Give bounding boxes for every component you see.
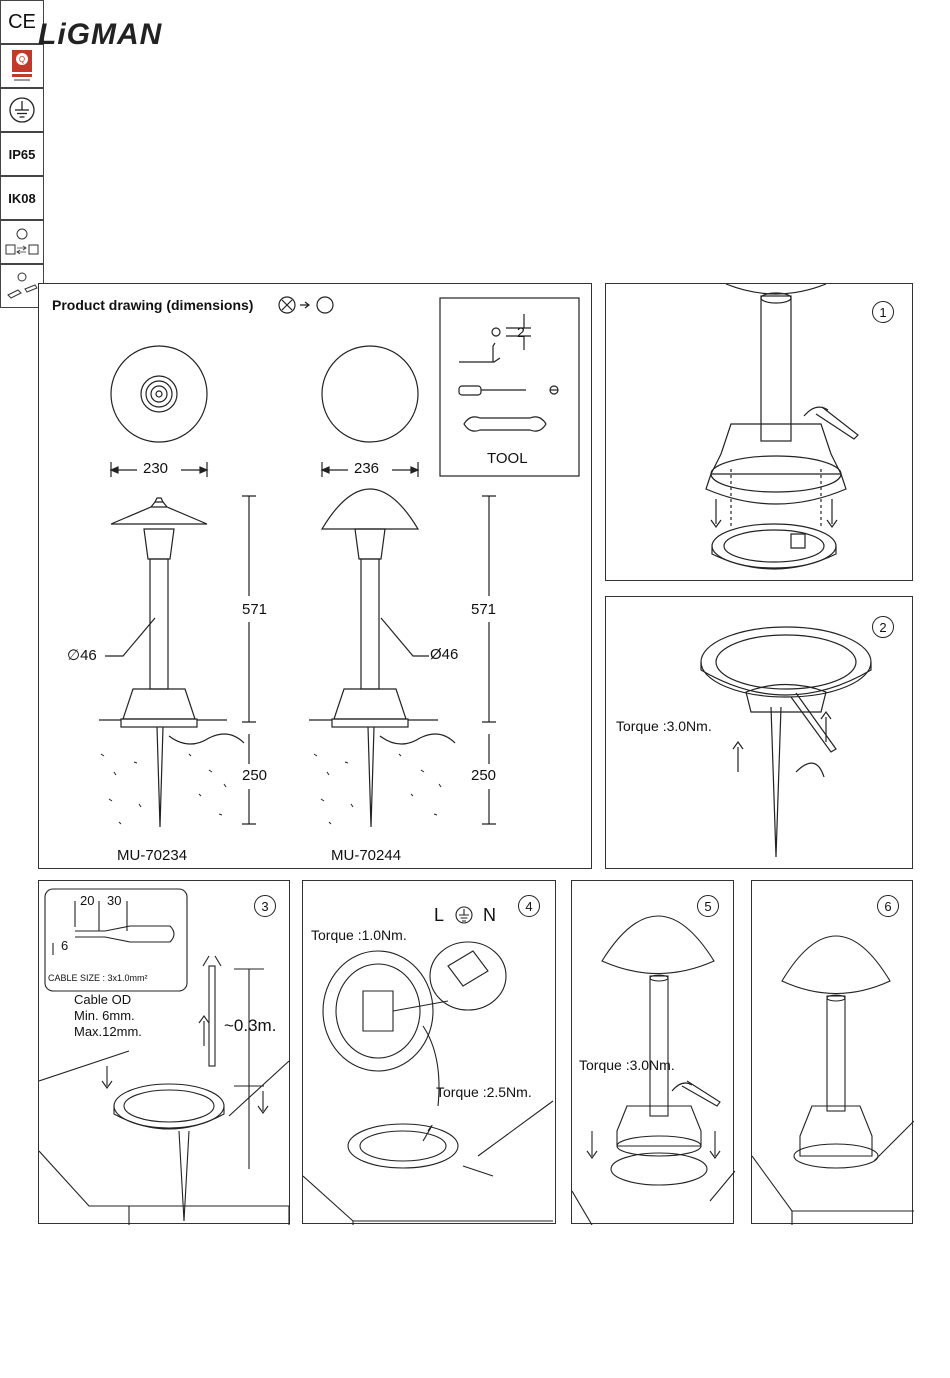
step-4-illustration [303,881,557,1225]
svg-text:Q: Q [18,55,26,64]
tool-label: TOOL [487,450,528,467]
hex-key-size: 2 [517,324,525,340]
step-6-number: 6 [877,895,899,917]
model-code-1: MU-70234 [117,847,188,864]
step-1-number: 1 [872,301,894,323]
step-2-panel [605,596,913,869]
neutral-terminal-label: N [483,905,496,925]
width-dimension-2: 236 [354,460,380,477]
replaceable-led-icon [0,220,44,264]
step-6-illustration [752,881,914,1225]
model-code-2: MU-70244 [331,847,402,864]
width-dimension-1: 230 [143,460,169,477]
strip-length-b: 30 [107,893,122,908]
step-2-torque: Torque :3.0Nm. [616,718,712,734]
product-dimension-drawing [39,284,593,870]
step-1-panel [605,283,913,581]
spike-dimension-2: 250 [471,767,497,784]
step-6-panel [751,880,913,1224]
earth-ground-icon [0,88,44,132]
strip-length-c: 6 [61,938,69,953]
terminal-torque: Torque :1.0Nm. [311,927,407,943]
diameter-label-1: ∅46 [67,647,97,664]
step-5-torque: Torque :3.0Nm. [579,1057,675,1073]
height-dimension-1: 571 [242,601,268,618]
step-4-panel [302,880,556,1224]
step-5-panel [571,880,734,1224]
height-dimension-2: 571 [471,601,497,618]
step-3-number: 3 [254,895,276,917]
drawing-title: Product drawing (dimensions) [52,297,254,313]
ik-rating-icon: IK08 [0,176,44,220]
cable-od-label: Cable OD [74,992,132,1007]
spike-dimension-1: 250 [242,767,268,784]
step-1-illustration [606,284,914,582]
live-terminal-label: L [434,905,445,925]
step-3-panel [38,880,290,1224]
brand-logo: LiGMAN [38,18,163,51]
gland-torque: Torque :2.5Nm. [436,1084,532,1100]
cable-od-max: Max.12mm. [74,1024,142,1039]
cable-size-note: CABLE SIZE : 3x1.0mm² [48,973,148,983]
step-3-illustration [39,881,291,1225]
strip-length-a: 20 [80,893,95,908]
step-5-number: 5 [697,895,719,917]
step-2-number: 2 [872,616,894,638]
step-2-illustration [606,597,914,870]
cable-od-min: Min. 6mm. [74,1008,135,1023]
burial-depth: ~0.3m. [224,1016,277,1035]
diameter-label-2: Ø46 [430,646,459,663]
step-5-illustration [572,881,735,1225]
step-4-number: 4 [518,895,540,917]
ip-rating-icon: IP65 [0,132,44,176]
product-drawing-panel [38,283,592,869]
ce-mark-icon: CE [0,0,44,44]
